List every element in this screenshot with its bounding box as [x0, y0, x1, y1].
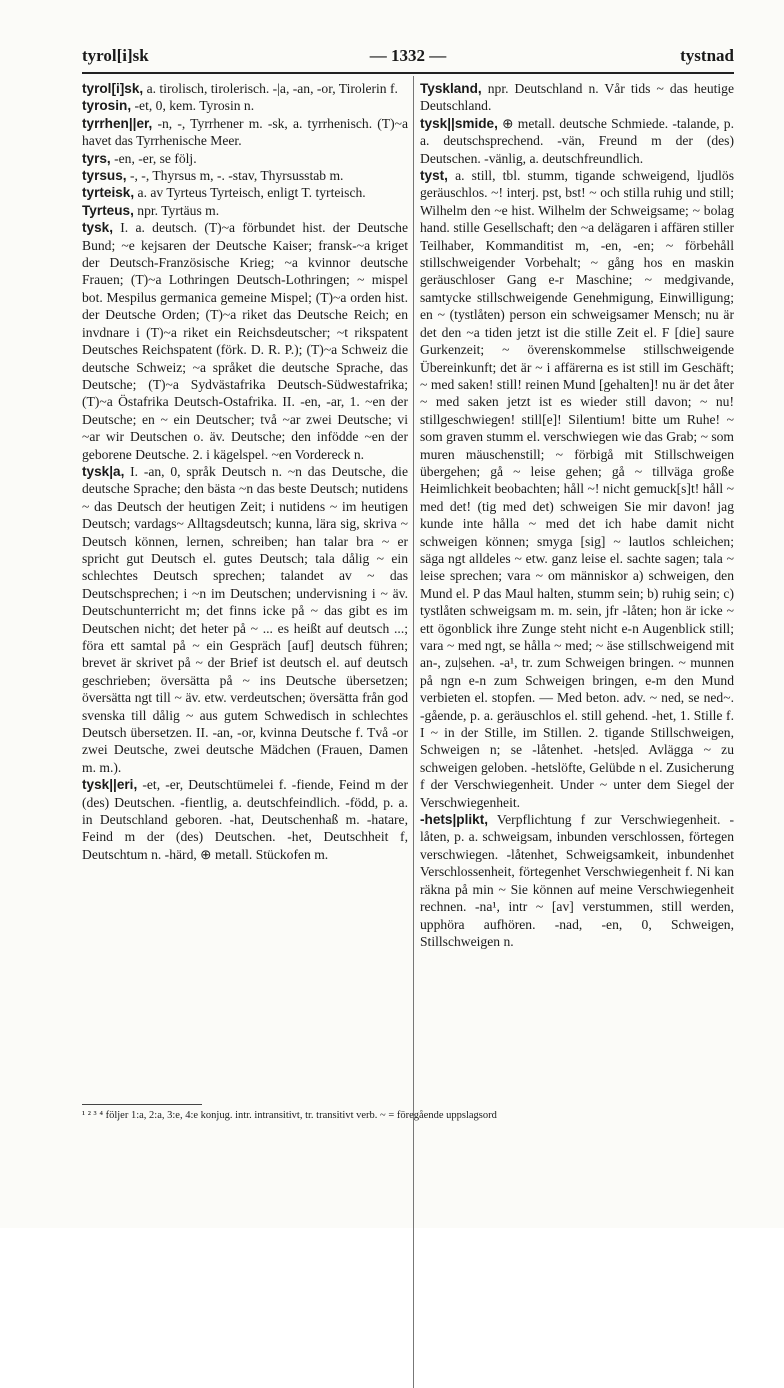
entry-definition: -, -, Thyrsus m, -. -stav, Thyrsusstab m. [126, 168, 344, 184]
dictionary-entry [82, 463, 408, 776]
entry-headword: tyrrhen||er, [82, 115, 153, 131]
entry-definition: -en, -er, se följ. [110, 150, 197, 166]
entry-headword: -hets|plikt, [420, 812, 489, 828]
dictionary-entry [82, 150, 408, 167]
dictionary-entry [82, 202, 408, 219]
dictionary-entry [420, 167, 734, 811]
entry-headword: tysk||eri, [82, 777, 138, 793]
page-header [82, 46, 734, 72]
entry-definition: I. -an, 0, språk Deutsch n. ~n das Deutsche, die deutsche Sprache; den bästa ~n das beste Deutsch; nutidens ~ das Deutsch der heutigen Zeit; i nutidens ~ im heutigen Deutsch; vardags~ Alltagsdeutsch; kunna, lära sig, skriva ~ Deutsch können, lernen, schreiben; han talar bra ~ er spricht gut Deutsch el. gutes Deutsch; tala dålig ~ ein schlechtes Deutsch sprechen; talandet av ~ das Deutschsprechen; i ~n im Deutschen; undervisning i ~ äv. Deutschunterricht m; det finns icke på ~ das gibt es im Deutschen nicht; det heter på ~ ... es heißt auf deutsch ...; föra ett samtal på ~ ein Gespräch [auf] deutsch führen; brevet är skrivet på ~ der Brief ist deutsch el. auf deutsch geschrieben; översätta på ~ ins Deutsche übersetzen; översätta ngt till ~ äv. etw. verdeutschen; översätta från god svenska till dålig ~ aus gutem Schwedisch in schlechtes Deutsch übersetzen. II. -an, -or, kvinna Deutsche f. Två -or zwei Deutsche, zwei deutsche Mädchen (Frauen, Damen m. m.). [82, 463, 408, 775]
entry-definition: ⊕ metall. deutsche Schmiede. -talande, p. a. deutschsprechend. -vän, Freund m der (des) Deutschen. -vänlig, a. deutschfreundlich. [420, 115, 734, 166]
entry-definition: npr. Tyrtäus m. [133, 202, 220, 218]
footnote-rule [82, 1104, 202, 1105]
dictionary-entry [420, 80, 734, 115]
entry-headword: Tyrteus, [82, 202, 134, 218]
entry-definition: -et, 0, kem. Tyrosin n. [131, 98, 255, 114]
entry-definition: a. still, tbl. stumm, tigande schweigend, ljudlös geräuschlos. ~! interj. pst, bst! ~ och stilla ruhig und still; Wilhelm den ~e hist. Wilhelm der Schweigsame; ~ bolag hand. stille Gesellschaft; den ~a delägaren i affären stiller Teilhaber, Kommanditist m, -en, -en; ~ förbehåll stillschweigender Vorbehalt; ~ gång hos en maskin geräuschloser Gang e-r Maschine; ~ medgivande, samtycke stillschweigende Genehmigung, Einwilligung; en ~ (tystlåten) person ein schweigsamer Mensch; nu är det den ~a tiden jetzt ist die stille Zeit el. F [die] saure Gurkenzeit; ~ överenskommelse stillschweigende Übereinkunft; det är ~ i affärerna es ist still im Geschäft; ~ med saken! still! reinen Mund [gehalten]! nu är det åter ~ med saken jetzt ist es wieder still davon; ~ nu! stillgeschwiegen! still[e]! Silentium! bitte um Ruhe! ~ som graven stumm el. verschwiegen wie das Grab; ~ som muren mäuschenstill; ~ förbigå mit Stillschweigen übergehen; gå ~ leise gehen; gå ~ tillväga große Heimlichkeit beobachten; håll ~! nicht gemuck[s]t! håll ~ med det! (tig med det) schweigen Sie mir davon! jag kunde inte hålla ~ med det ich habe damit nicht schweigen können; smyga [sig] ~ lautlos schleichen; säga ngt alldeles ~ etw. ganz leise el. sachte sagen; tala ~ leise sprechen; vara ~ om människor a) schweigen, den Mund el. P das Maul halten, stumm sein; b) ruhig sein; c) tystlåten schweigsam m. m. sein, jfr -låten; hon är icke ~ ett ögonblick ihre Zunge steht nicht e-n Augenblick still; vara ~ med ngt, se hålla ~ med; ~ äse stillschweigend mit an-, zu|sehen. -a¹, tr. zum Schweigen bringen. ~ munnen på ngn e-n zum Schweigen bringen, e-m den Mund verbieten el. stopfen. — Med beton. adv. ~ ned, se ned~. -gående, p. a. geräuschlos el. still gehend. -het, 1. Stille f. I ~ in der Stille, im Stillen. 2. tigande Stillschweigen, Schweigen n; se -låtenhet. -hets|ed. Avlägga ~ zu schweigen geloben. -hetslöfte, Gelübde n el. Zusicherung f der Verschwiegenheit. Under ~ unter dem Siegel der Verschwiegenheit. [420, 168, 734, 810]
entry-definition: a. tirolisch, tirolerisch. -|a, -an, -or, Tirolerin f. [143, 81, 398, 96]
entry-headword: tyrteisk, [82, 185, 135, 201]
entry-definition: Verpflichtung f zur Verschwiegenheit. -låten, p. a. schweigsam, inbunden verschlossen, förtegen verschwiegen. -låtenhet, Schweigsamkeit, inbundenhet Verschlossenheit, förtegenhet Verschwiegenheit f. Ni kan räkna på min ~ Sie können auf meine Verschwiegenheit rechnen. -na¹, intr ~ [av] verstummen, still werden, upphöra aufhören. -nad, -en, 0, Schweigen, Stillschweigen n. [420, 812, 734, 949]
dictionary-entry [82, 80, 408, 97]
column-divider [413, 76, 414, 1388]
dictionary-entry [82, 115, 408, 150]
entry-headword: tysk, [82, 220, 113, 236]
dictionary-entry [420, 811, 734, 950]
right-column [420, 80, 734, 950]
entry-headword: tysk|a, [82, 463, 125, 479]
entry-headword: tysk||smide, [420, 115, 498, 131]
dictionary-entry [82, 219, 408, 463]
header-first-word: tyrol[i]sk [82, 46, 149, 65]
entry-headword: Tyskland, [420, 81, 482, 96]
page-number: — 1332 — [369, 46, 447, 65]
dictionary-entry [82, 776, 408, 863]
entry-headword: tyst, [420, 168, 448, 184]
header-last-word: tystnad [680, 46, 734, 65]
dictionary-entry [82, 167, 408, 184]
entry-definition: -n, -, Tyrrhener m. -sk, a. tyrrhenisch. (T)~a havet das Tyrrhenische Meer. [82, 115, 408, 149]
entry-definition: a. av Tyrteus Tyrteisch, enligt T. tyrteisch. [134, 185, 366, 201]
entry-headword: tyrol[i]sk, [82, 81, 144, 96]
entry-definition: I. a. deutsch. (T)~a förbundet hist. der Deutsche Bund; ~e kejsaren der Deutsche Kaiser; fransk-~a kriget der Deutsch-Französische Krieg; ~a kvinnor deutsche Frauen; (T)~a Lothringen Deutsch-Lothringen; ~ mispel bot. Mespilus germanica gemeine Mispel; (T)~a orden hist. der Deutsche Orden; (T)~a riket das Deutsche Reich; en invdnare i (T)~a riket ein Reichsdeutscher; ~t rikspatent Deutsches Reichspatent (förk. D. R. P.); (T)~a Schweiz die deutsche Schweiz; ~a språket die deutsche Sprache, das Deutsche; (T)~a Sydvästafrika Deutsch-Südwestafrika; (T)~a Östafrika Deutsch-Ostafrika. II. -en, -ar, 1. ~en der Deutsche; en ~ ein Deutscher; två ~ar zwei Deutsche; vi ~ar wir Deutschen o. äv. Deutsche; den infödde ~en der geborene Deutsche. 2. i kägelspel. ~en Vordereck n. [82, 220, 408, 462]
entry-headword: tyrosin, [82, 98, 132, 114]
header-rule [82, 72, 734, 74]
entry-definition: -et, -er, Deutschtümelei f. -fiende, Feind m der (des) Deutschen. -fientlig, a. deutschfeindlich. -född, p. a. in Deutschland geboren. -hat, Deutschenhaß m. -hatare, Feind m der (des) Deutschen. -het, Deutschheit f, Deutschtum n. -härd, ⊕ metall. Stückofen m. [82, 777, 408, 862]
footnote-legend: ¹ ² ³ ⁴ följer 1:a, 2:a, 3:e, 4:e konjug. intr. intransitivt, tr. transitivt verb. ~ = föregående uppslagsord [82, 1110, 497, 1121]
entry-definition: npr. Deutschland n. Vår tids ~ das heutige Deutschland. [420, 81, 734, 114]
entry-headword: tyrsus, [82, 168, 127, 184]
entry-headword: tyrs, [82, 150, 111, 166]
dictionary-entry [82, 184, 408, 201]
left-column [82, 80, 408, 863]
dictionary-entry [82, 97, 408, 114]
dictionary-entry [420, 115, 734, 167]
